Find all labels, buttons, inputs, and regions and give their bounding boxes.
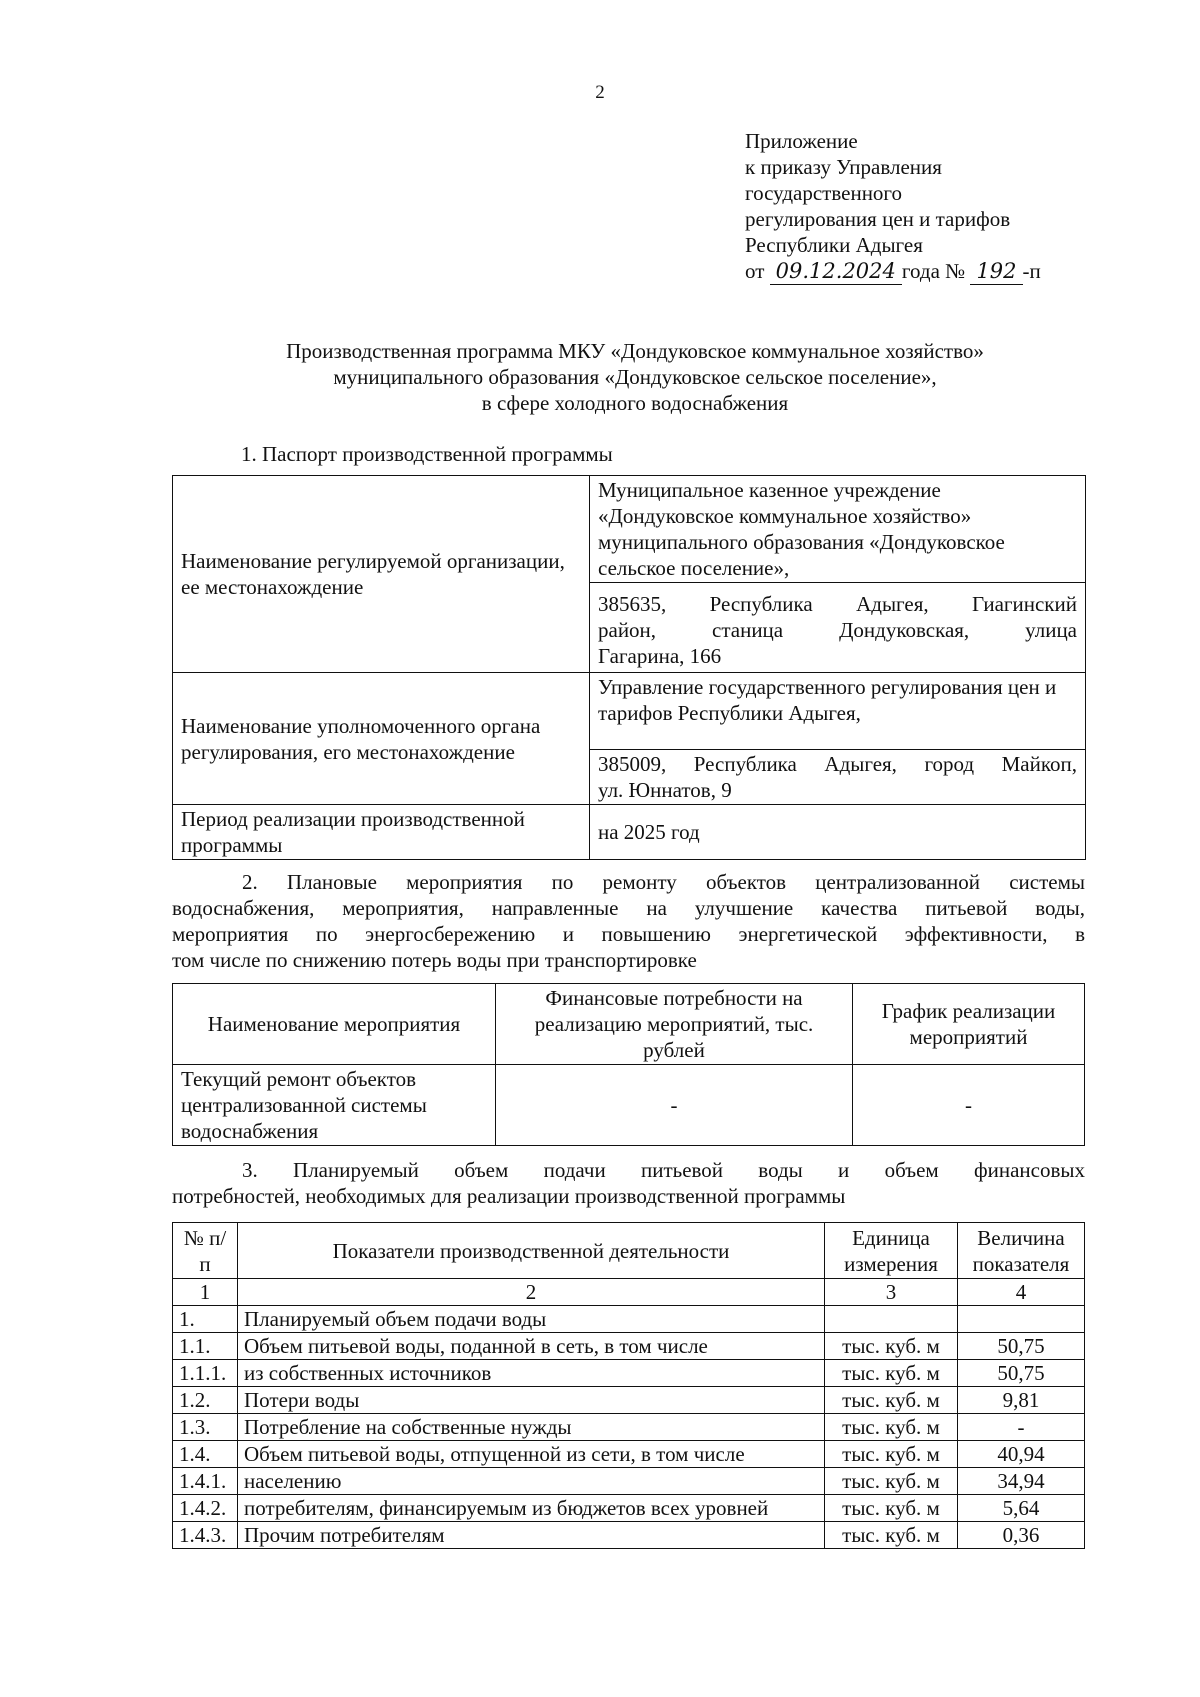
- indicators-header-num: № п/п: [173, 1223, 238, 1279]
- section3-line: потребностей, необходимых для реализации производственной программы: [172, 1184, 846, 1208]
- table-row: [173, 1360, 1085, 1387]
- indicators-table: [172, 1222, 1085, 1549]
- title-line: Производственная программа МКУ «Дондуковское коммунальное хозяйство»: [286, 339, 984, 363]
- table-row: [173, 1414, 1085, 1441]
- row-value: 40,94: [958, 1441, 1085, 1468]
- period-value: на 2025 год: [590, 805, 1086, 860]
- section2-line: мероприятия по энергосбережению и повышению энергетической эффективности, в: [172, 922, 1085, 946]
- title-line: муниципального образования «Дондуковское сельское поселение»,: [333, 365, 937, 389]
- handwritten-date: 09.12.2024: [770, 258, 902, 285]
- row-unit: тыс. куб. м: [825, 1495, 958, 1522]
- year-word: года №: [901, 259, 966, 283]
- row-value: 50,75: [958, 1333, 1085, 1360]
- row-unit: тыс. куб. м: [825, 1468, 958, 1495]
- row-num: 1.1.1.: [173, 1360, 238, 1387]
- org-label: Наименование регулируемой организации, ее местонахождение: [173, 476, 590, 673]
- org-address-line: район, станица Дондуковская, улица: [598, 618, 1077, 642]
- appendix-block: [745, 128, 1165, 285]
- row-name: Потребление на собственные нужды: [238, 1414, 825, 1441]
- row-name: из собственных источников: [238, 1360, 825, 1387]
- indicators-header-name: Показатели производственной деятельности: [238, 1223, 825, 1279]
- col-number: 1: [173, 1279, 238, 1306]
- section2-line: 2. Плановые мероприятия по ремонту объектов централизованной системы: [242, 870, 1085, 894]
- events-table: [172, 983, 1085, 1146]
- row-num: 1.1.: [173, 1333, 238, 1360]
- passport-table: [172, 475, 1086, 860]
- section2-text: [172, 869, 1085, 973]
- events-row-finance: -: [496, 1065, 853, 1146]
- appendix-line: регулирования цен и тарифов: [745, 207, 1011, 231]
- table-row: [173, 1468, 1085, 1495]
- row-name: Потери воды: [238, 1387, 825, 1414]
- table-row: [173, 1522, 1085, 1549]
- authority-address-line: ул. Юннатов, 9: [598, 778, 732, 802]
- row-value: 0,36: [958, 1522, 1085, 1549]
- indicators-header-value: Величина показателя: [958, 1223, 1085, 1279]
- row-unit: тыс. куб. м: [825, 1387, 958, 1414]
- date-prefix: от: [745, 259, 765, 283]
- row-value: 9,81: [958, 1387, 1085, 1414]
- appendix-line: Приложение: [745, 129, 858, 153]
- authority-address-line: 385009, Республика Адыгея, город Майкоп,: [598, 752, 1077, 776]
- section3-text: [172, 1157, 1085, 1209]
- handwritten-number: 192: [970, 258, 1022, 285]
- col-number: 2: [238, 1279, 825, 1306]
- appendix-date-line: [745, 258, 1165, 285]
- row-name: потребителям, финансируемым из бюджетов всех уровней: [238, 1495, 825, 1522]
- section3-line: 3. Планируемый объем подачи питьевой воды и объем финансовых: [242, 1158, 1085, 1182]
- row-value: 5,64: [958, 1495, 1085, 1522]
- row-num: 1.4.: [173, 1441, 238, 1468]
- row-num: 1.4.1.: [173, 1468, 238, 1495]
- row-unit: [825, 1306, 958, 1333]
- events-row-name: Текущий ремонт объектов централизованной системы водоснабжения: [173, 1065, 496, 1146]
- row-name: Планируемый объем подачи воды: [238, 1306, 825, 1333]
- row-num: 1.4.2.: [173, 1495, 238, 1522]
- row-name: Объем питьевой воды, отпущенной из сети, в том числе: [238, 1441, 825, 1468]
- appendix-line: Республики Адыгея: [745, 233, 923, 257]
- section1-heading: 1. Паспорт производственной программы: [241, 442, 613, 466]
- row-num: 1.4.3.: [173, 1522, 238, 1549]
- table-row: [173, 1495, 1085, 1522]
- row-unit: тыс. куб. м: [825, 1414, 958, 1441]
- row-value: 50,75: [958, 1360, 1085, 1387]
- events-header-schedule: График реализации мероприятий: [853, 984, 1085, 1065]
- section2-line: том числе по снижению потерь воды при транспортировке: [172, 948, 697, 972]
- page-number: 2: [595, 82, 605, 103]
- period-label: Период реализации производственной программы: [173, 805, 590, 860]
- title-line: в сфере холодного водоснабжения: [481, 391, 789, 415]
- org-address-line: Гагарина, 166: [598, 644, 722, 668]
- table-row: [173, 1441, 1085, 1468]
- row-name: Прочим потребителям: [238, 1522, 825, 1549]
- org-name: Муниципальное казенное учреждение «Дондуковское коммунальное хозяйство» муниципального образования «Дондуковское сельское поселение»,: [590, 476, 1086, 583]
- row-num: 1.3.: [173, 1414, 238, 1441]
- appendix-line: государственного: [745, 181, 903, 205]
- indicators-header-unit: Единица измерения: [825, 1223, 958, 1279]
- row-value: -: [958, 1414, 1085, 1441]
- authority-address: [590, 750, 1086, 805]
- org-address-line: 385635, Республика Адыгея, Гиагинский: [598, 592, 1077, 616]
- section2-line: водоснабжения, мероприятия, направленные на улучшение качества питьевой воды,: [172, 896, 1085, 920]
- row-unit: тыс. куб. м: [825, 1522, 958, 1549]
- row-name: Объем питьевой воды, поданной в сеть, в том числе: [238, 1333, 825, 1360]
- row-num: 1.2.: [173, 1387, 238, 1414]
- row-value: [958, 1306, 1085, 1333]
- authority-label: Наименование уполномоченного органа регулирования, его местонахождение: [173, 673, 590, 805]
- program-title: [0, 338, 1200, 416]
- row-unit: тыс. куб. м: [825, 1360, 958, 1387]
- table-row: [173, 1387, 1085, 1414]
- number-suffix: -п: [1022, 259, 1041, 283]
- row-unit: тыс. куб. м: [825, 1441, 958, 1468]
- row-unit: тыс. куб. м: [825, 1333, 958, 1360]
- events-row-schedule: -: [853, 1065, 1085, 1146]
- col-number: 3: [825, 1279, 958, 1306]
- col-number: 4: [958, 1279, 1085, 1306]
- row-value: 34,94: [958, 1468, 1085, 1495]
- events-header-name: Наименование мероприятия: [173, 984, 496, 1065]
- row-name: населению: [238, 1468, 825, 1495]
- authority-name: Управление государственного регулирования цен и тарифов Республики Адыгея,: [590, 673, 1086, 750]
- row-num: 1.: [173, 1306, 238, 1333]
- appendix-line: к приказу Управления: [745, 155, 942, 179]
- table-row: [173, 1306, 1085, 1333]
- table-row: [173, 1333, 1085, 1360]
- org-address: [590, 583, 1086, 673]
- events-header-finance: Финансовые потребности на реализацию мероприятий, тыс. рублей: [496, 984, 853, 1065]
